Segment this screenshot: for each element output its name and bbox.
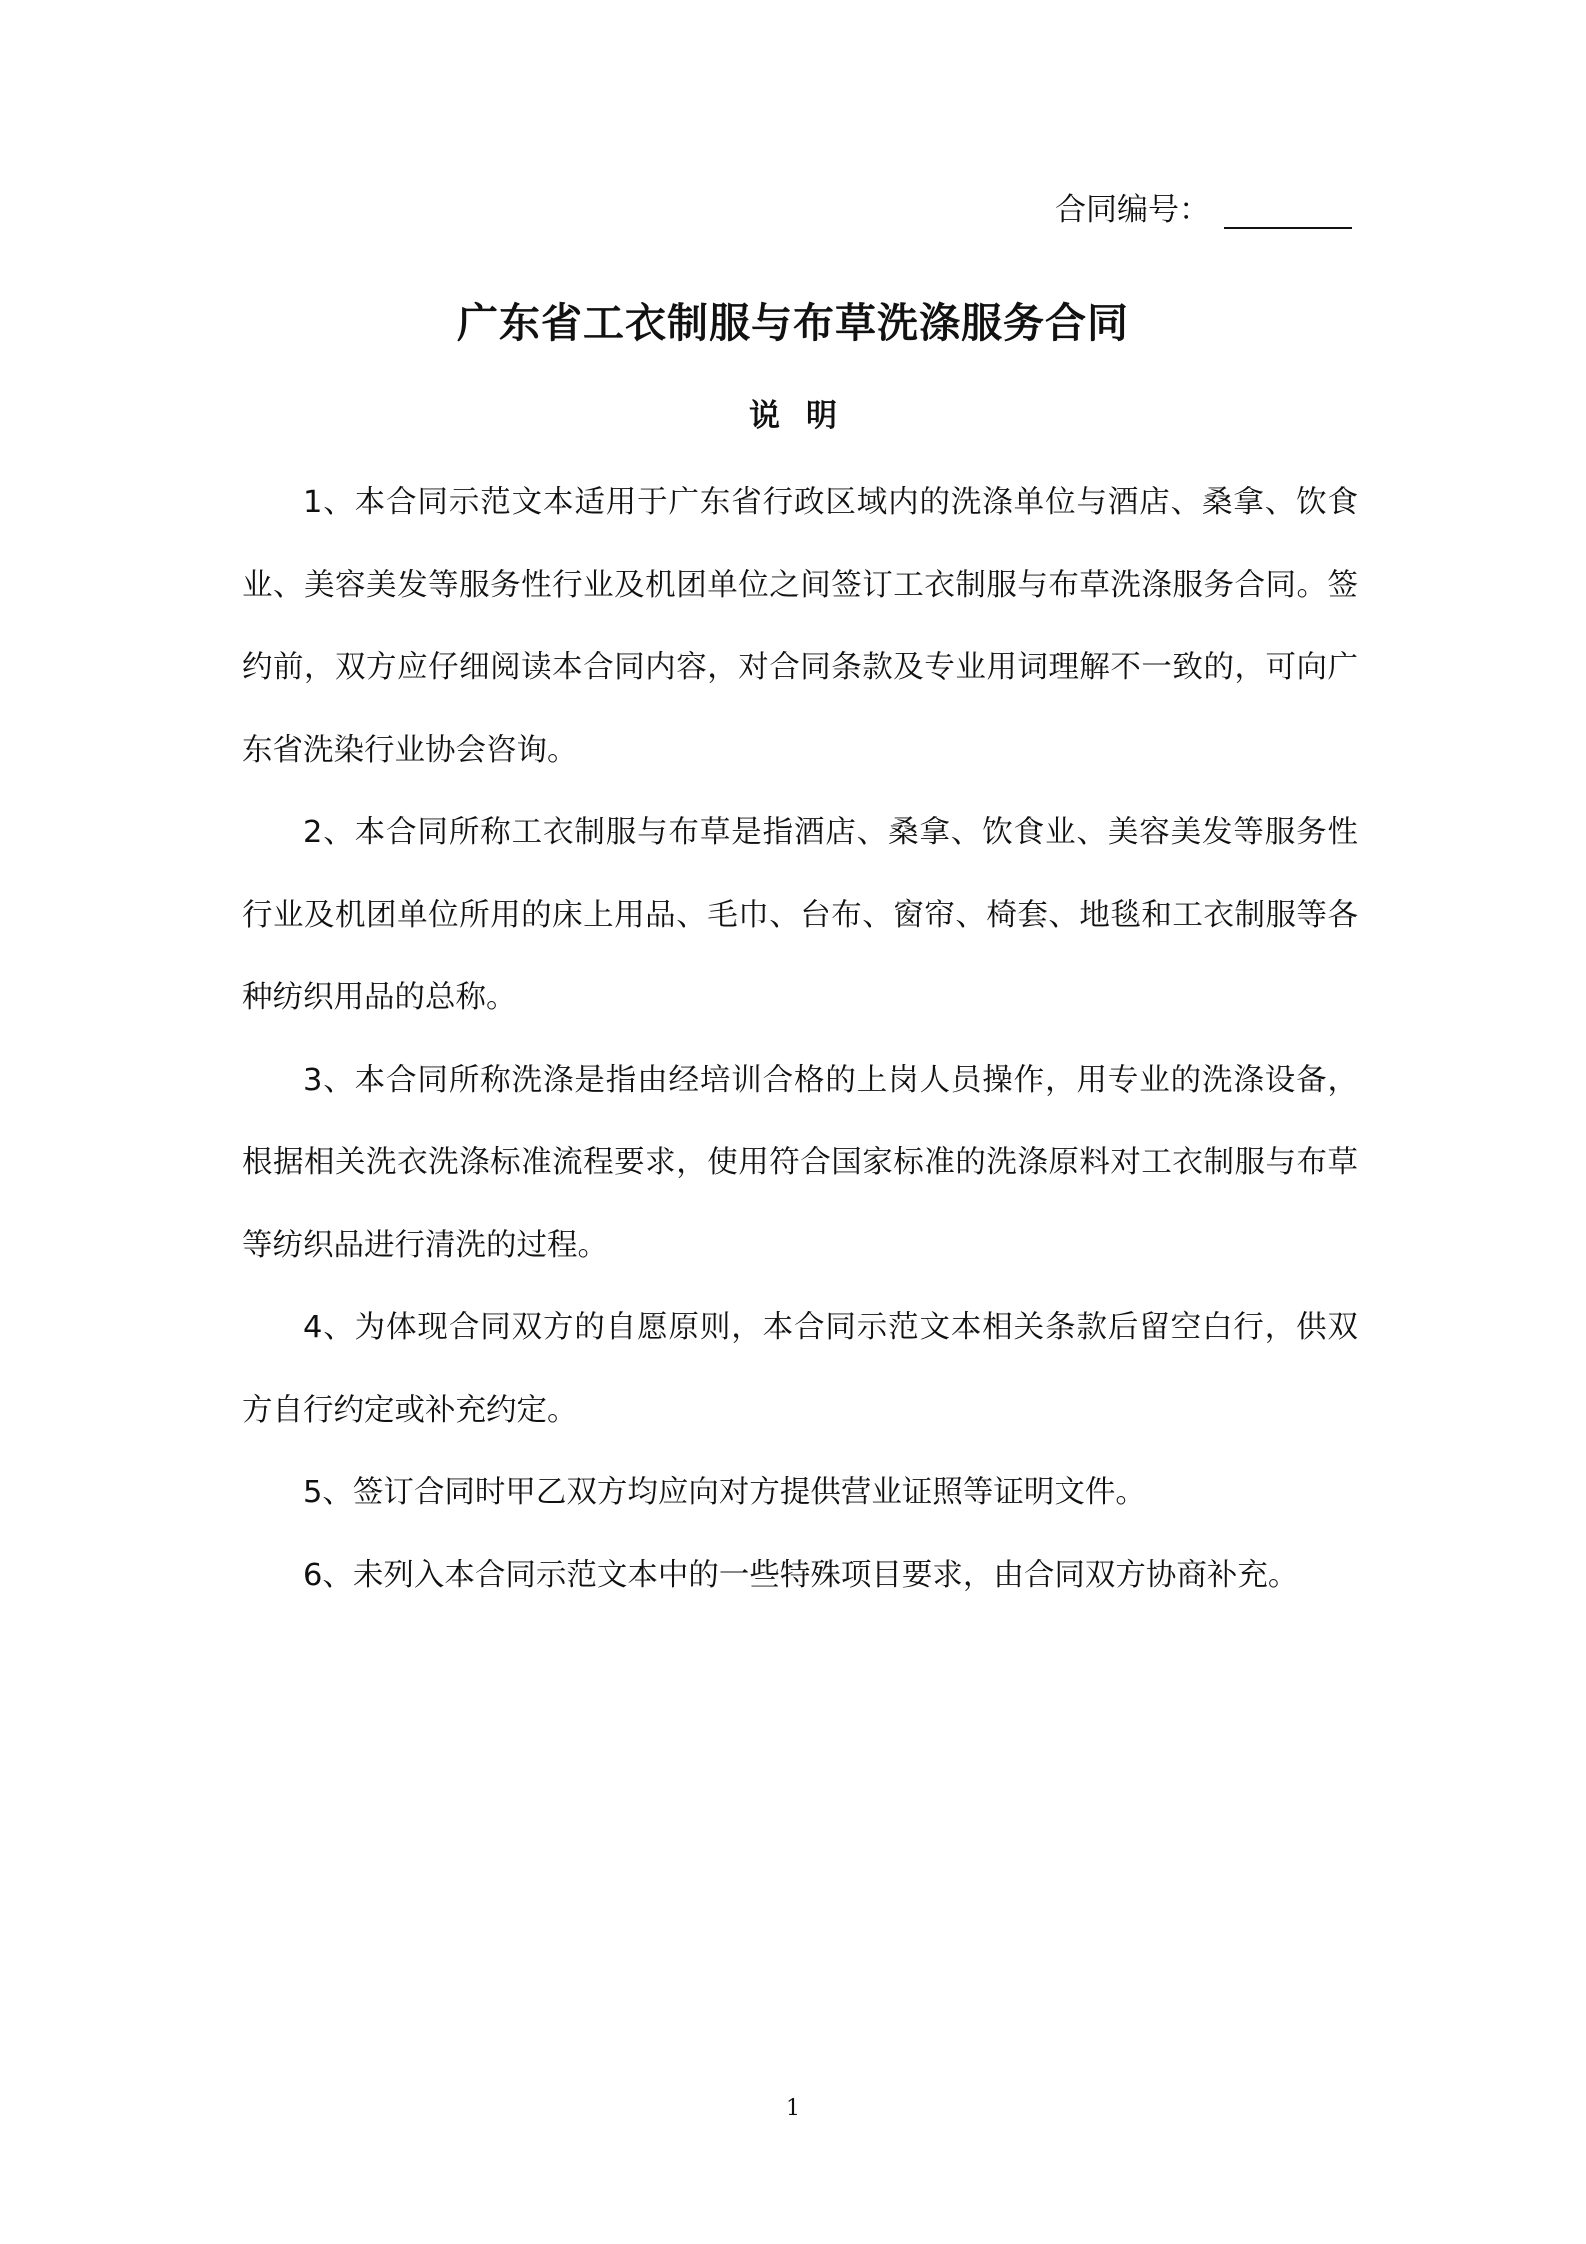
contract-number-blank-line: [1224, 189, 1352, 229]
instruction-paragraph-6: 6、未列入本合同示范文本中的一些特殊项目要求，由合同双方协商补充。: [303, 1557, 1299, 1593]
contract-number-label: 合同编号：: [1055, 192, 1210, 228]
instruction-paragraph-2: 2、本合同所称工衣制服与布草是指酒店、桑拿、饮食业、美容美发等服务性行业及机团单位所用的床上用品、毛巾、台布、窗帘、椅套、地毯和工衣制服等各种纺织用品的总称。: [242, 815, 1358, 1015]
instruction-paragraph-4: 4、为体现合同双方的自愿原则，本合同示范文本相关条款后留空白行，供双方自行约定或补充约定。: [242, 1310, 1358, 1428]
contract-number-field: [1055, 184, 1352, 229]
page-number: 1: [786, 2096, 800, 2121]
instruction-paragraph-1: 1、本合同示范文本适用于广东省行政区域内的洗涤单位与酒店、桑拿、饮食业、美容美发等服务性行业及机团单位之间签订工衣制服与布草洗涤服务合同。签约前，双方应仔细阅读本合同内容，对合同条款及专业用词理解不一致的，可向广东省洗染行业协会咨询。: [242, 485, 1358, 768]
instruction-paragraph-3: 3、本合同所称洗涤是指由经培训合格的上岗人员操作，用专业的洗涤设备，根据相关洗衣洗涤标准流程要求，使用符合国家标准的洗涤原料对工衣制服与布草等纺织品进行清洗的过程。: [242, 1062, 1358, 1263]
instruction-paragraph-5: 5、签订合同时甲乙双方均应向对方提供营业证照等证明文件。: [303, 1475, 1146, 1510]
document-title: 广东省工衣制服与布草洗涤服务合同: [457, 299, 1129, 347]
instructions-body: [242, 462, 1358, 1617]
section-heading: 说明: [749, 398, 863, 434]
